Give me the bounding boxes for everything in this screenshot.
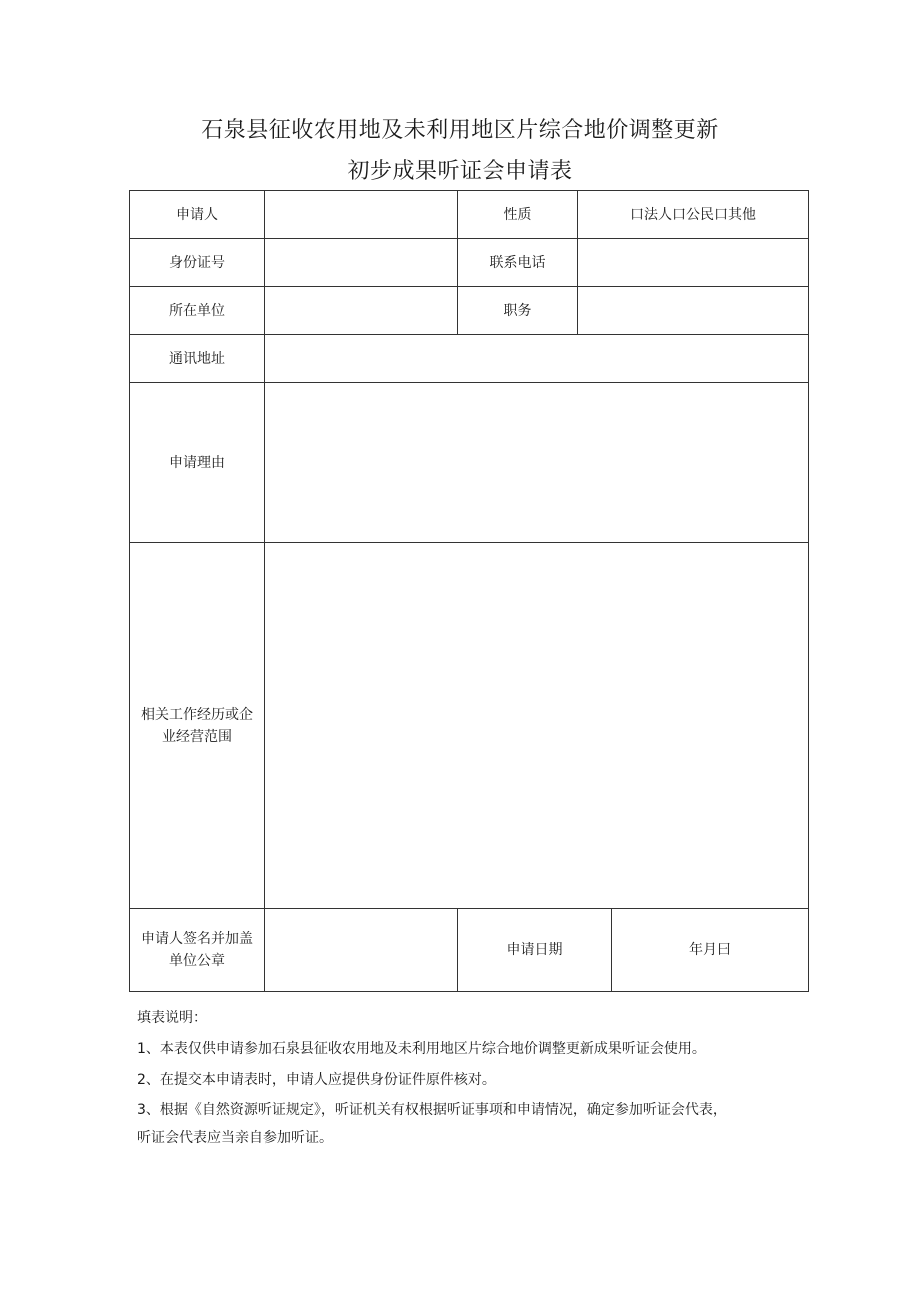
row-unit [130,287,809,335]
experience-label [130,543,265,909]
id-number-label: 身份证号 [130,239,265,287]
instruction-item-1: 1、本表仅供申请参加石泉县征收农用地及未利用地区片综合地价调整更新成果听证会使用。 [137,1041,706,1057]
row-id [130,239,809,287]
unit-input-cell[interactable] [265,287,458,335]
instruction-item-2: 2、在提交本申请表时，申请人应提供身份证件原件核对。 [137,1072,496,1088]
position-input-cell[interactable] [578,287,809,335]
row-signature [130,909,809,992]
experience-label-line1: 相关工作经历或企 [141,706,253,723]
instructions-heading: 填表说明： [137,1010,207,1026]
unit-label: 所在单位 [130,287,265,335]
row-applicant [130,191,809,239]
nature-options[interactable]: 口法人口公民口其他 [578,191,809,239]
signature-input-cell[interactable] [265,909,458,992]
experience-label-line2: 业经营范围 [162,728,232,745]
signature-label [130,909,265,992]
instruction-item-3-continued: 听证会代表应当亲自参加听证。 [137,1130,333,1146]
reason-input-cell[interactable] [265,383,809,543]
experience-input-cell[interactable] [265,543,809,909]
position-label: 职务 [458,287,578,335]
instruction-item-3: 3、根据《自然资源听证规定》，听证机关有权根据听证事项和申请情况，确定参加听证会代表， [137,1102,727,1118]
applicant-input-cell[interactable] [265,191,458,239]
row-experience [130,543,809,909]
document-title-line1: 石泉县征收农用地及未利用地区片综合地价调整更新 [201,118,719,143]
application-form-table [129,190,809,992]
filling-instructions [137,1003,817,1152]
phone-input-cell[interactable] [578,239,809,287]
document-title-line2: 初步成果听证会申请表 [347,159,573,184]
phone-label: 联系电话 [458,239,578,287]
signature-label-line2: 单位公章 [169,953,225,969]
row-address [130,335,809,383]
nature-label: 性质 [458,191,578,239]
date-label: 申请日期 [458,909,612,992]
id-number-input-cell[interactable] [265,239,458,287]
address-input-cell[interactable] [265,335,809,383]
address-label: 通讯地址 [130,335,265,383]
signature-label-line1: 申请人签名并加盖 [141,931,253,947]
reason-label: 申请理由 [130,383,265,543]
row-reason [130,383,809,543]
applicant-label: 申请人 [130,191,265,239]
date-input-cell[interactable]: 年月曰 [612,909,809,992]
